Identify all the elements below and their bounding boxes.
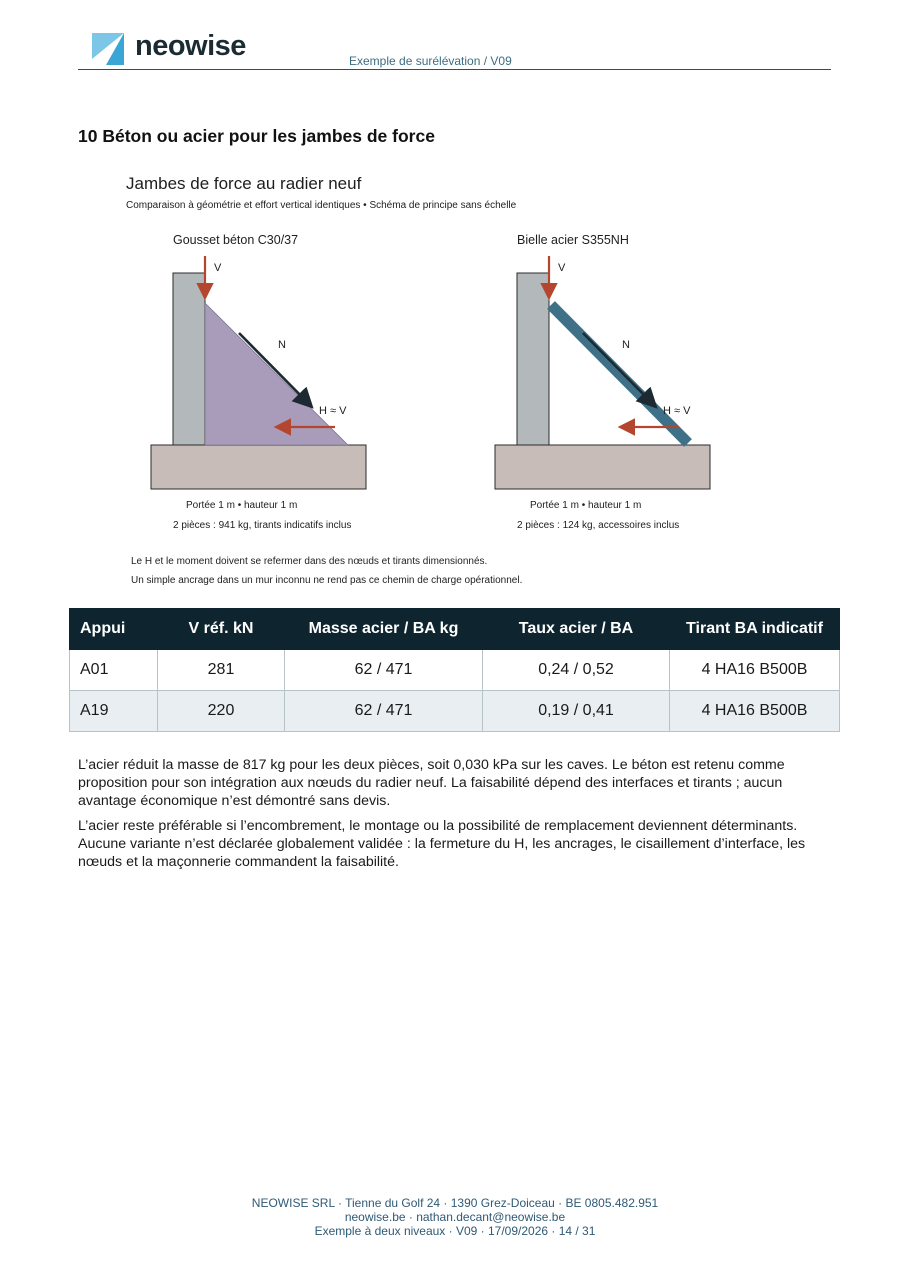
figure-subtitle: Comparaison à géométrie et effort vertical identiques • Schéma de principe sans échelle [126,200,517,211]
steel-strut [551,305,691,443]
table-header-row [70,609,840,650]
table-cell: 4 HA16 B500B [670,650,840,691]
section-title: 10 Béton ou acier pour les jambes de force [78,126,435,146]
neowise-logo-icon [92,33,124,65]
column-header: Masse acier / BA kg [285,609,483,650]
column-header: Appui [70,609,158,650]
wall [173,273,205,445]
table-cell: A01 [70,650,158,691]
foundation-slab [151,445,366,489]
table-cell: 281 [158,650,285,691]
table-cell: 4 HA16 B500B [670,691,840,732]
foundation-slab [495,445,710,489]
strut-caption-mass: 2 pièces : 124 kg, accessoires inclus [517,520,680,531]
strut-comparison-figure [120,170,760,600]
strut-label-n: N [622,339,630,351]
table-cell: 0,19 / 0,41 [483,691,670,732]
gusset-title: Gousset béton C30/37 [173,233,299,247]
page-header [78,28,831,70]
gusset-label-h: H ≈ V [319,405,347,417]
footer-document-line: Exemple à deux niveaux · V09 · 17/09/2026 · 14 / 31 [314,1224,596,1238]
figure-note-2: Un simple ancrage dans un mur inconnu ne rend pas ce chemin de charge opérationnel. [131,575,523,586]
steel-strut-diagram [495,256,710,489]
wall [517,273,549,445]
concrete-gusset [205,303,348,445]
table-cell: 62 / 471 [285,650,483,691]
footer-contact-line: neowise.be · nathan.decant@neowise.be [344,1210,566,1224]
table-row [70,691,840,732]
strut-caption-dimensions: Portée 1 m • hauteur 1 m [530,500,642,511]
column-header: Taux acier / BA [483,609,670,650]
column-header: Tirant BA indicatif [670,609,840,650]
strut-label-v: V [558,262,566,274]
gusset-caption-dimensions: Portée 1 m • hauteur 1 m [186,500,298,511]
figure-title: Jambes de force au radier neuf [126,174,362,193]
table-row [70,650,840,691]
gusset-caption-mass: 2 pièces : 941 kg, tirants indicatifs inclus [173,520,352,531]
table-cell: 62 / 471 [285,691,483,732]
table-cell: 220 [158,691,285,732]
gusset-label-n: N [278,339,286,351]
table-cell: A19 [70,691,158,732]
body-paragraph-2: L’acier reste préférable si l’encombrement, le montage ou la possibilité de remplacement deviennent déterminants. Aucune variante n’est déclarée globalement validée : la fermeture du H, les ancrages, le cisaillement d’interface, les nœuds et la maçonnerie commandent la faisabilité. [78,818,806,870]
compression-arrow [583,333,654,405]
table-cell: 0,24 / 0,52 [483,650,670,691]
gusset-label-v: V [214,262,222,274]
brand-name: neowise [135,30,246,62]
document-reference: Exemple de surélévation / V09 [349,54,512,68]
figure-note-1: Le H et le moment doivent se refermer dans des nœuds et tirants dimensionnés. [131,556,488,567]
comparison-table [69,608,840,732]
strut-label-h: H ≈ V [663,405,691,417]
column-header: V réf. kN [158,609,285,650]
body-paragraph-1: L’acier réduit la masse de 817 kg pour les deux pièces, soit 0,030 kPa sur les caves. Le béton est retenu comme proposition pour son intégration aux nœuds du radier neuf. La faisabilité dépend des interfaces et tirants ; aucun avantage économique n’est démontré sans devis. [78,757,785,809]
concrete-gusset-diagram [151,256,366,489]
strut-title: Bielle acier S355NH [517,233,629,247]
footer-company-line: NEOWISE SRL · Tienne du Golf 24 · 1390 Grez-Doiceau · BE 0805.482.951 [251,1196,659,1210]
